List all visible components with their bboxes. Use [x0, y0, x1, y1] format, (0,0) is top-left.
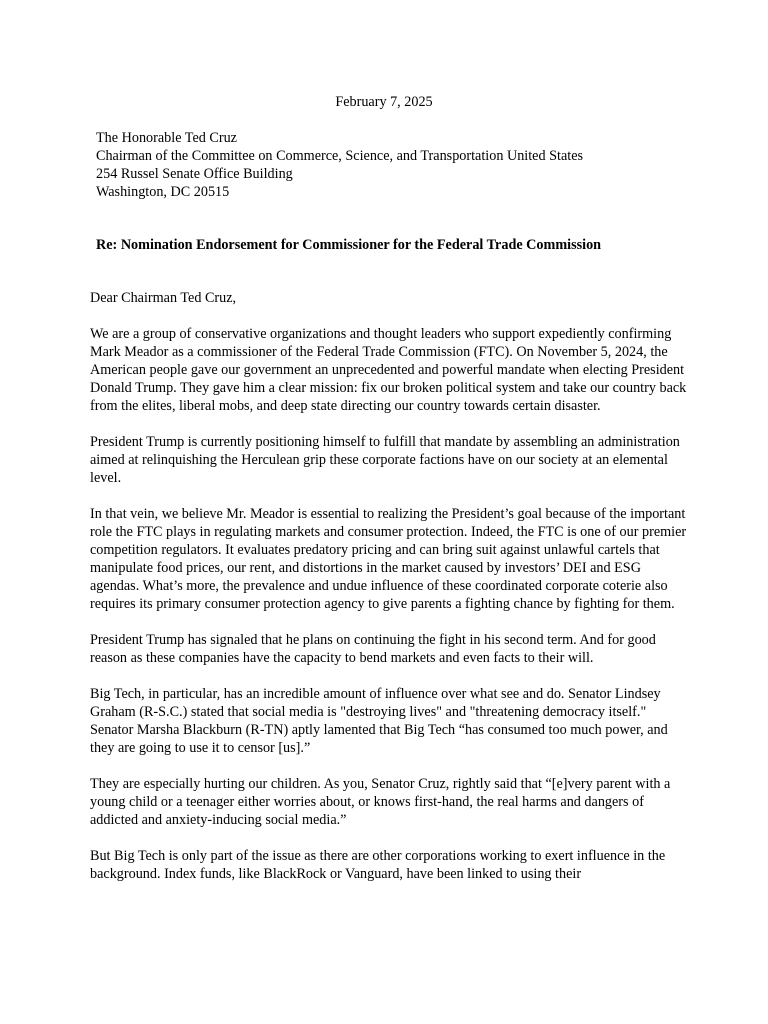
letter-body [90, 289, 690, 901]
salutation: Dear Chairman Ted Cruz, [90, 290, 237, 306]
recipient-name: The Honorable Ted Cruz [96, 130, 237, 146]
subject-line: Re: Nomination Endorsement for Commissioner for the Federal Trade Commission [96, 237, 602, 253]
letter-date: February 7, 2025 [335, 94, 433, 110]
recipient-title: Chairman of the Committee on Commerce, Science, and Transportation United States [96, 148, 584, 164]
body-paragraph-1: We are a group of conservative organizations and thought leaders who support expediently confirming Mark Meador as a commissioner of the Federal Trade Commission (FTC). On November 5, 2024, the American people gave our government an unprecedented and powerful mandate when electing President Donald Trump. They gave him a clear mission: fix our broken political system and take our country back from the elites, liberal mobs, and deep state directing our country towards certain disaster. [90, 326, 687, 414]
body-paragraph-2: President Trump is currently positioning himself to fulfill that mandate by assembling an administration aimed at relinquishing the Herculean grip these corporate factions have on our society at an elemental level. [90, 434, 680, 486]
body-paragraph-5: Big Tech, in particular, has an incredible amount of influence over what see and do. Senator Lindsey Graham (R-S.C.) stated that social media is "destroying lives" and "threatening democracy itself." Senator Marsha Blackburn (R-TN) aptly lamented that Big Tech “has consumed too much power, and they are going to use it to censor [us].” [90, 686, 668, 756]
body-paragraph-7: But Big Tech is only part of the issue as there are other corporations working to exert influence in the background. Index funds, like BlackRock or Vanguard, have been linked to using their [90, 848, 666, 882]
body-paragraph-6: They are especially hurting our children. As you, Senator Cruz, rightly said that “[e]very parent with a young child or a teenager either worries about, or knows first-hand, the real harms and dangers of addicted and anxiety-inducing social media.” [90, 776, 671, 828]
body-paragraph-4: President Trump has signaled that he plans on continuing the fight in his second term. And for good reason as these companies have the capacity to bend markets and even facts to their will. [90, 632, 656, 666]
recipient-address-block [96, 129, 736, 201]
recipient-address-line-2: Washington, DC 20515 [96, 184, 230, 200]
recipient-address-line-1: 254 Russel Senate Office Building [96, 166, 293, 182]
body-paragraph-3: In that vein, we believe Mr. Meador is essential to realizing the President’s goal because of the important role the FTC plays in regulating markets and consumer protection. Indeed, the FTC is one of our premier competition regulators. It evaluates predatory pricing and can bring suit against unlawful cartels that manipulate food prices, our rent, and distortions in the market caused by investors’ DEI and ESG agendas. What’s more, the prevalence and undue influence of these coordinated corporate coterie also requires its primary consumer protection agency to give parents a fighting chance by fighting for them. [90, 506, 687, 612]
